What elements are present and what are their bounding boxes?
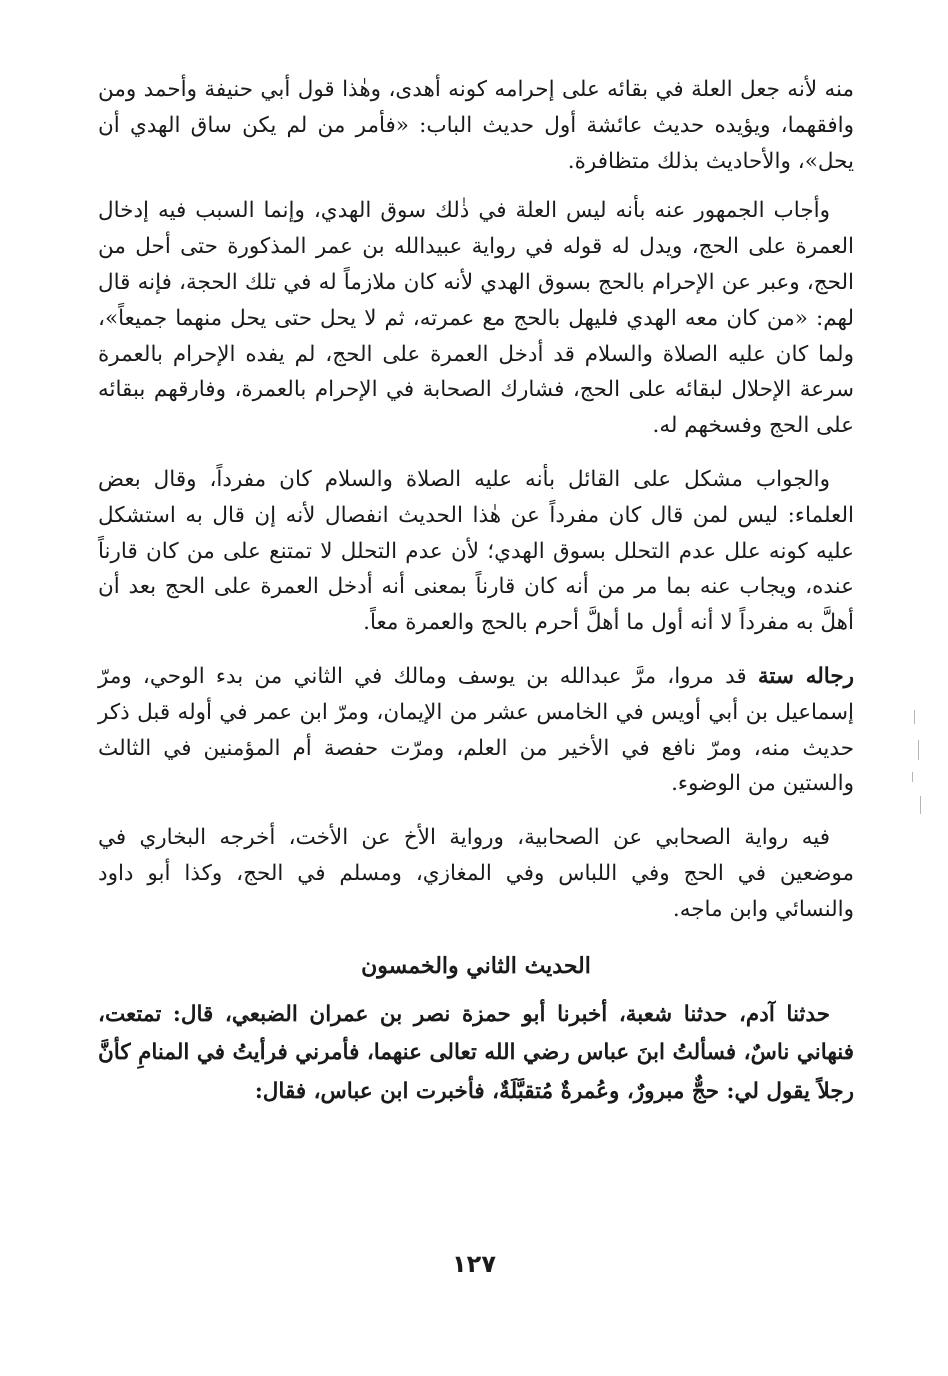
paragraph-5: فيه رواية الصحابي عن الصحابية، ورواية الأخ عن الأخت، أخرجه البخاري في موضعين في الحج وفي اللباس وفي المغازي، ومسلم في الحج، وكذا أبو داود والنسائي وابن ماجه. (98, 825, 854, 922)
narrators-label: رجاله ستة (757, 663, 854, 689)
paragraph-4 (98, 659, 854, 802)
section-heading: الحديث الثاني والخمسون (361, 952, 591, 979)
narrators-text: قد مروا، مرَّ عبدالله بن يوسف ومالك في الثاني من بدء الوحي، ومرّ إسماعيل بن أبي أويس في الخامس عشر من الإيمان، ومرّ ابن عمر في أوله قبل ذكر حديث منه، ومرّ نافع في الأخير من العلم، ومرّت حفصة أم المؤمنين في الثالث والستين من الوضوء. (98, 663, 854, 797)
page-body (98, 72, 854, 1129)
hadith-text: حدثنا آدم، حدثنا شعبة، أخبرنا أبو حمزة نصر بن عمران الضبعي، قال: تمتعت، فنهاني ناسٌ، فسألتُ ابنَ عباس رضي الله تعالى عنهما، فأمرني فرأيتُ في المنامِ كأنَّ رجلاً يقول لي: حجٌّ مبرورٌ، وعُمرةٌ مُتقبَّلَةٌ، فأخبرت ابن عباس، فقال: (98, 1001, 854, 1104)
paragraph-3: والجواب مشكل على القائل بأنه عليه الصلاة والسلام كان مفرداً، وقال بعض العلماء: ليس لمن قال كان مفرداً عن هٰذا الحديث انفصال لأنه إن قال به استشكل عليه كونه علل عدم التحلل بسوق الهدي؛ لأن عدم التحلل لا تمتنع على من كان قارناً عنده، ويجاب عنه بما مر من أنه كان قارناً بمعنى أنه أدخل العمرة على الحج بعد أن أهلَّ به مفرداً لا أنه أول ما أهلَّ أحرم بالحج والعمرة معاً. (98, 466, 854, 636)
scan-margin-marks (908, 700, 938, 840)
page-number: ١٢٧ (452, 1250, 496, 1278)
paragraph-2: وأجاب الجمهور عنه بأنه ليس العلة في ذٰلك سوق الهدي، وإنما السبب فيه إدخال العمرة على الحج، ويدل له قوله في رواية عبيدالله بن عمر المذكورة حتى أحل من الحج، وعبر عن الإحرام بالحج بسوق الهدي لأنه كان ملازماً له في تلك الحجة، فإنه قال لهم: «من كان معه الهدي فليهل بالحج مع عمرته، ثم لا يحل حتى يحل منهما جميعاً»، ولما كان عليه الصلاة والسلام قد أدخل العمرة على الحج، لم يفده الإحرام بالعمرة سرعة الإحلال لبقائه على الحج، فشارك الصحابة في الإحرام بالعمرة، وفارقهم ببقائه على الحج وفسخهم له. (98, 198, 854, 439)
paragraph-1: منه لأنه جعل العلة في بقائه على إحرامه كونه أهدى، وهٰذا قول أبي حنيفة وأحمد ومن وافقهما، ويؤيده حديث عائشة أول حديث الباب: «فأمر من لم يكن ساق الهدي أن يحل»، والأحاديث بذلك متظافرة. (98, 77, 854, 174)
